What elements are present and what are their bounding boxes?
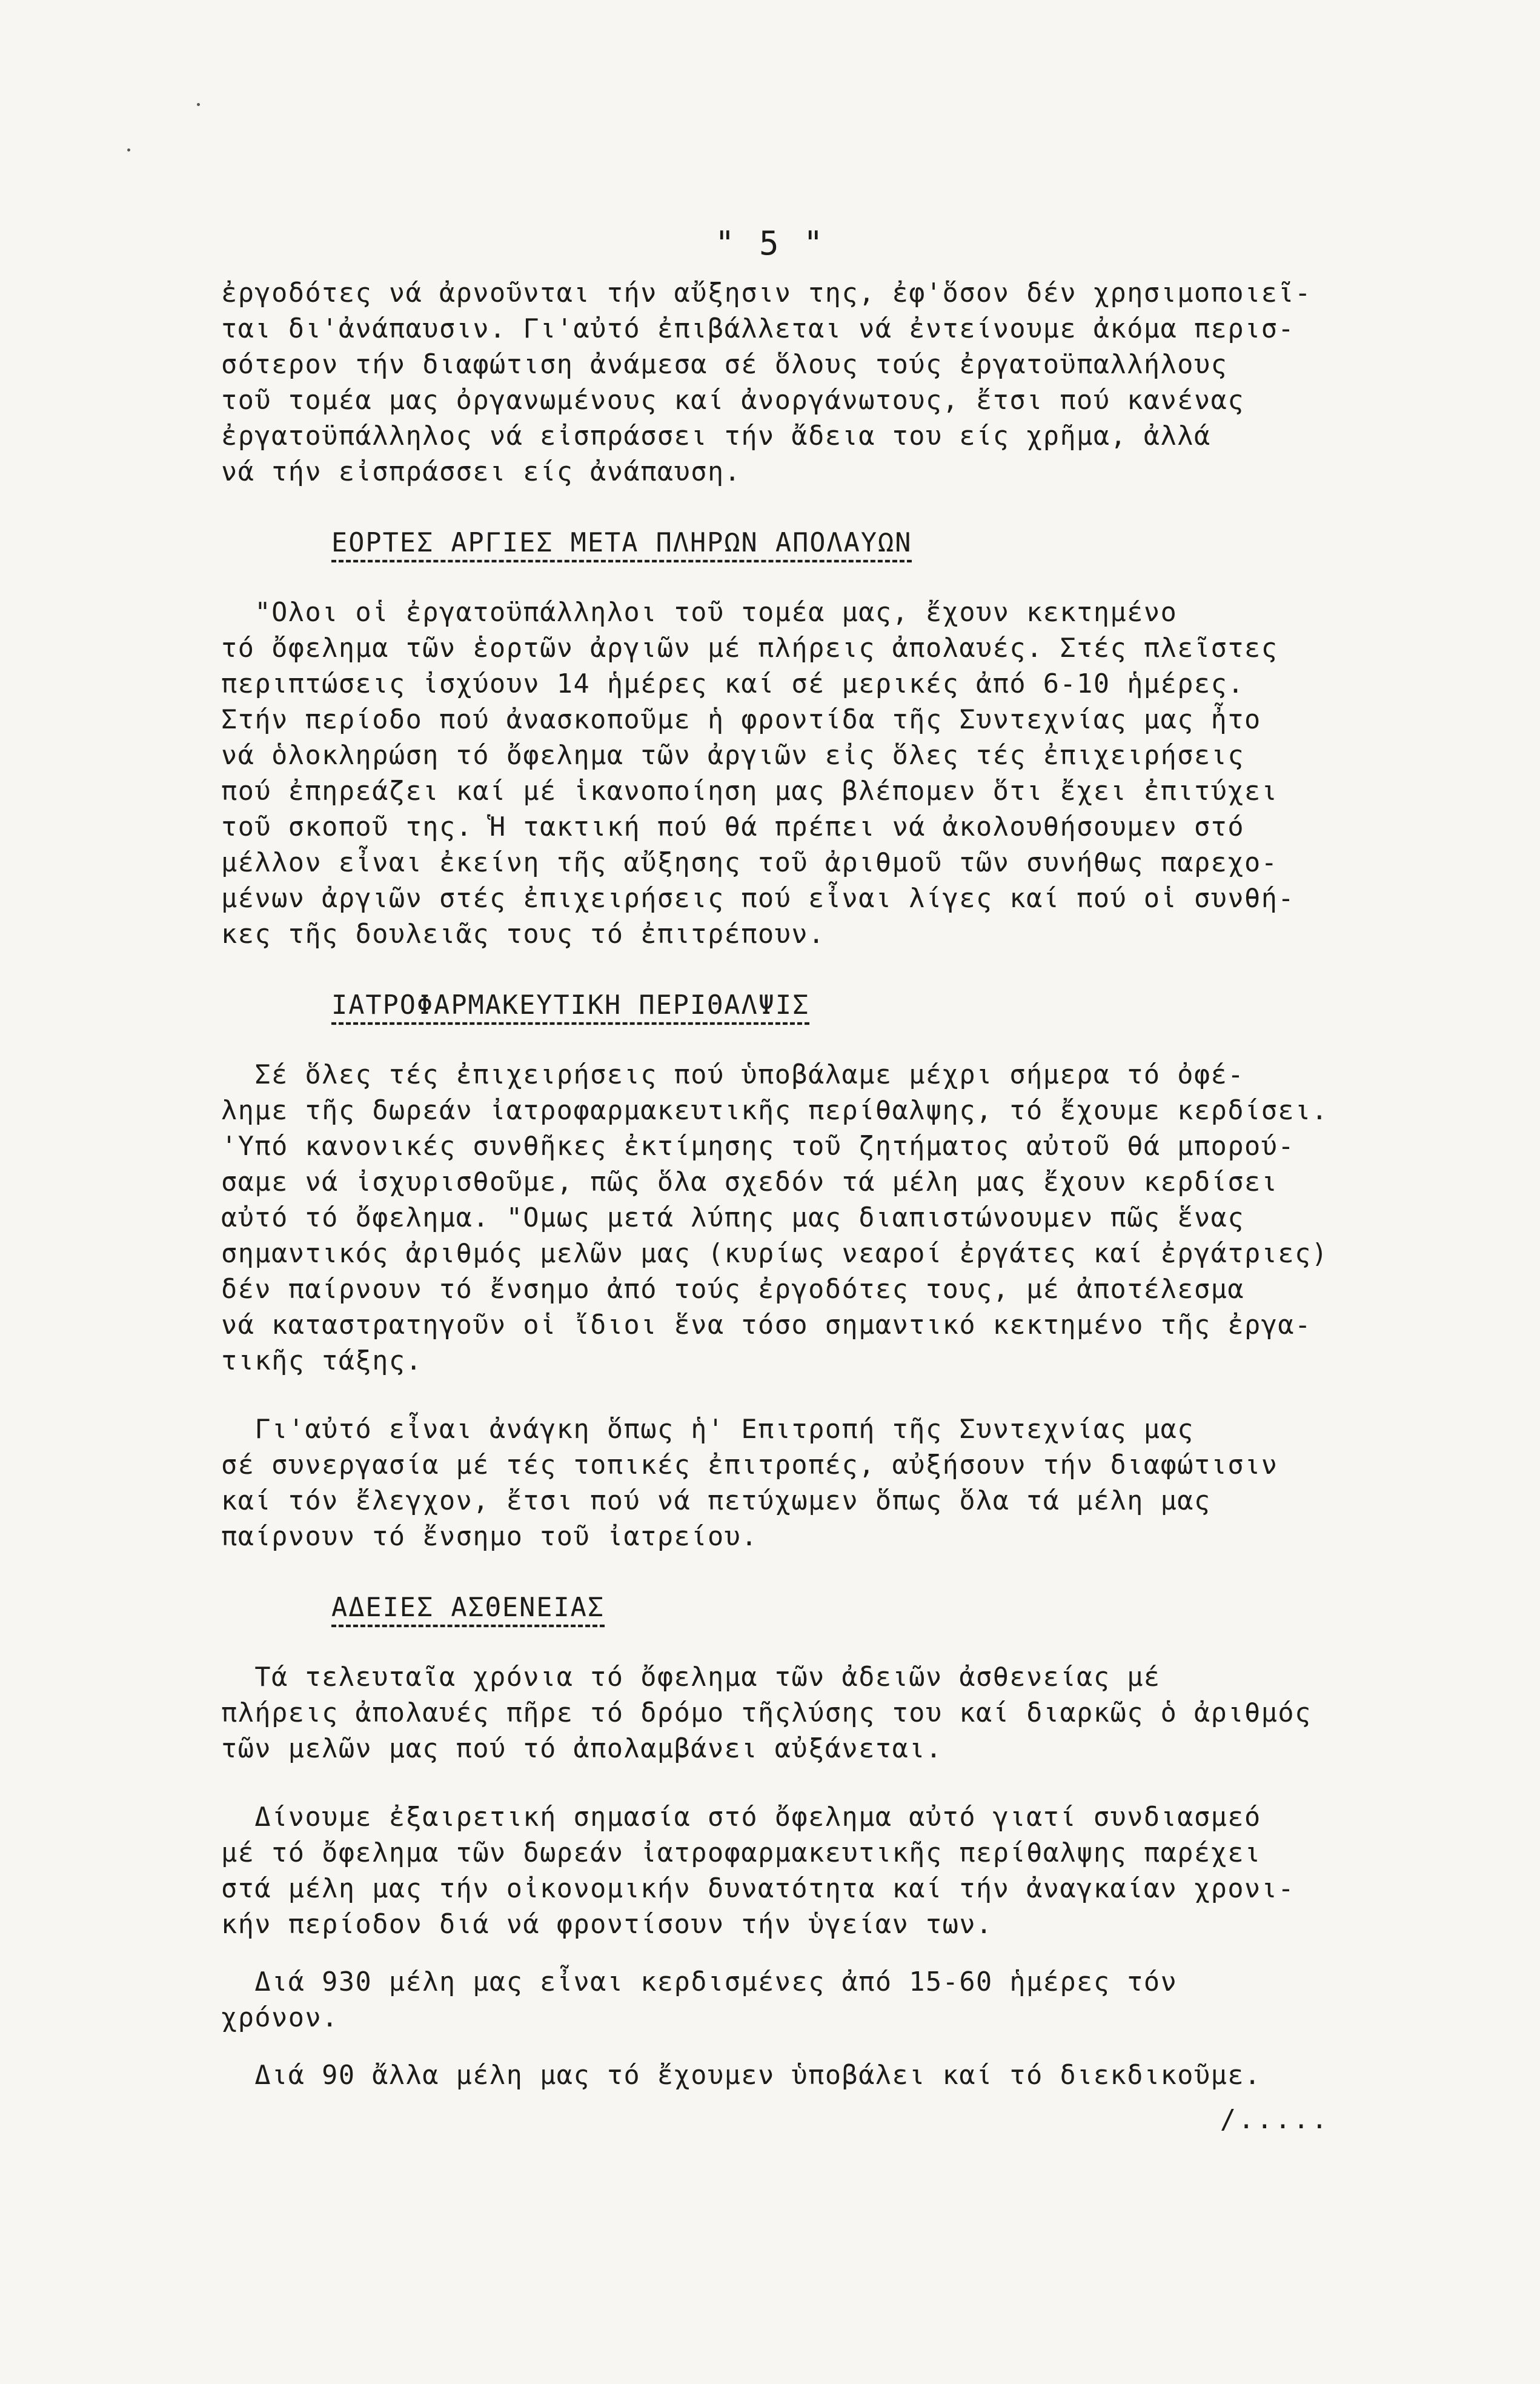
section-heading-holidays: ΕΟΡΤΕΣ ΑΡΓΙΕΣ ΜΕΤΑ ΠΛΗΡΩΝ ΑΠΟΛΑΥΩΝ [331,528,912,558]
document-body [221,276,1457,2138]
section-heading-sick-leave-block [331,1590,1457,1626]
section-heading-sick-leave: ΑΔΕΙΕΣ ΑΣΘΕΝΕΙΑΣ [331,1593,605,1623]
scan-speck [127,148,130,151]
sick-leave-paragraph-3: Διά 930 μέλη μας εἶναι κερδισμένες ἀπό 15-60 ἡμέρες τόν χρόνον. [221,1967,1178,2033]
paragraph-gap [221,1379,1457,1412]
paragraph-gap [221,1767,1457,1800]
intro-paragraph: ἐργοδότες νά ἀρνοῦνται τήν αὔξησιν της, ἐφ'ὅσον δέν χρησιμοποιεῖ- ται δι'ἀνάπαυσιν. Γι'αὐτό ἐπιβάλλεται νά ἐντείνουμε ἀκόμα περισ- σότερον τήν διαφώτιση ἀνάμεσα σέ ὅλους τούς ἐργατοϋπαλλήλους τοῦ τομέα μας ὀργανωμένους καί ἀνοργάνωτους, ἔτσι πού κανένας ἐργατοϋπάλληλος νά εἰσπράσσει τήν ἄδεια του είς χρῆμα, ἀλλά νά τήν εἰσπράσσει είς ἀνάπαυση. [221,278,1312,487]
section-heading-medical-block [331,988,1457,1024]
sick-leave-paragraph-2: Δίνουμε ἐξαιρετική σημασία στό ὄφελημα αὐτό γιατί συνδιασμεό μέ τό ὄφελημα τῶν δωρεάν ἰατροφαρμακευτικῆς περίθαλψης παρέχει στά μέλη μας τήν οἰκονομικήν δυνατότητα καί τήν ἀναγκαίαν χρονι- κήν περίοδον διά νά φροντίσουν τήν ὑγείαν των. [221,1802,1295,1940]
scan-speck [197,103,200,106]
paragraph-gap [221,1943,1457,1965]
holidays-paragraph: "Ολοι οἱ ἐργατοϋπάλληλοι τοῦ τομέα μας, ἔχουν κεκτημένο τό ὄφελημα τῶν ἑορτῶν ἀργιῶν μέ πλήρεις ἀπολαυές. Στές πλεῖστες περιπτώσεις ἰσχύουν 14 ἡμέρες καί σέ μερικές ἀπό 6-10 ἡμέρες. Στήν περίοδο πού ἀνασκοποῦμε ἡ φροντίδα τῆς Συντεχνίας μας ἦτο νά ὁλοκληρώση τό ὄφελημα τῶν ἀργιῶν εἰς ὅλες τές ἐπιχειρήσεις πού ἐπηρεάζει καί μέ ἱκανοποίηση μας βλέπομεν ὅτι ἔχει ἐπιτύχει τοῦ σκοποῦ της. Ἡ τακτική πού θά πρέπει νά ἀκολουθήσουμεν στό μέλλον εἶναι ἐκείνη τῆς αὔξησης τοῦ ἀριθμοῦ τῶν συνήθως παρεχο- μένων ἀργιῶν στές ἐπιχειρήσεις πού εἶναι λίγες καί πού οἱ συνθή- κες τῆς δουλειᾶς τους τό ἐπιτρέπουν. [221,598,1295,950]
sick-leave-paragraph-1: Τά τελευταῖα χρόνια τό ὄφελημα τῶν ἀδειῶν ἀσθενείας μέ πλήρεις ἀπολαυές πῆρε τό δρόμο τῆςλύσης του καί διαρκῶς ὁ ἀριθμός τῶν μελῶν μας πού τό ἀπολαμβάνει αὐξάνεται. [221,1662,1312,1764]
continuation-mark: /..... [1220,2105,1330,2135]
section-heading-holidays-block [331,525,1457,561]
paragraph-gap [221,2036,1457,2058]
sick-leave-paragraph-4: Διά 90 ἄλλα μέλη μας τό ἔχουμεν ὑποβάλει καί τό διεκδικοῦμε. [221,2060,1261,2091]
page-number: " 5 " [715,224,826,262]
section-heading-medical: ΙΑΤΡΟΦΑΡΜΑΚΕΥΤΙΚΗ ΠΕΡΙΘΑΛΨΙΣ [331,990,810,1021]
medical-paragraph-1: Σέ ὅλες τές ἐπιχειρήσεις πού ὑποβάλαμε μέχρι σήμερα τό ὀφέ- λημε τῆς δωρεάν ἰατροφαρμακευτικῆς περίθαλψης, τό ἔχουμε κερδίσει. 'Υπό κανονικές συνθῆκες ἐκτίμησης τοῦ ζητήματος αὐτοῦ θά μπορού- σαμε νά ἰσχυρισθοῦμε, πῶς ὅλα σχεδόν τά μέλη μας ἔχουν κερδίσει αὐτό τό ὄφελημα. "Ομως μετά λύπης μας διαπιστώνουμεν πῶς ἕνας σημαντικός ἀριθμός μελῶν μας (κυρίως νεαροί ἐργάτες καί ἐργάτριες) δέν παίρνουν τό ἔνσημο ἀπό τούς ἐργοδότες τους, μέ ἀποτέλεσμα νά καταστρατηγοῦν οἱ ἴδιοι ἕνα τόσο σημαντικό κεκτημένο τῆς ἐργα- τικῆς τάξης. [221,1060,1329,1376]
medical-paragraph-2: Γι'αὐτό εἶναι ἀνάγκη ὅπως ἡ' Επιτροπή τῆς Συντεχνίας μας σέ συνεργασία μέ τές τοπικές ἐπιτροπές, αὐξήσουν τήν διαφώτισιν καί τόν ἔλεγχον, ἔτσι πού νά πετύχωμεν ὅπως ὅλα τά μέλη μας παίρνουν τό ἔνσημο τοῦ ἰατρείου. [221,1414,1278,1552]
